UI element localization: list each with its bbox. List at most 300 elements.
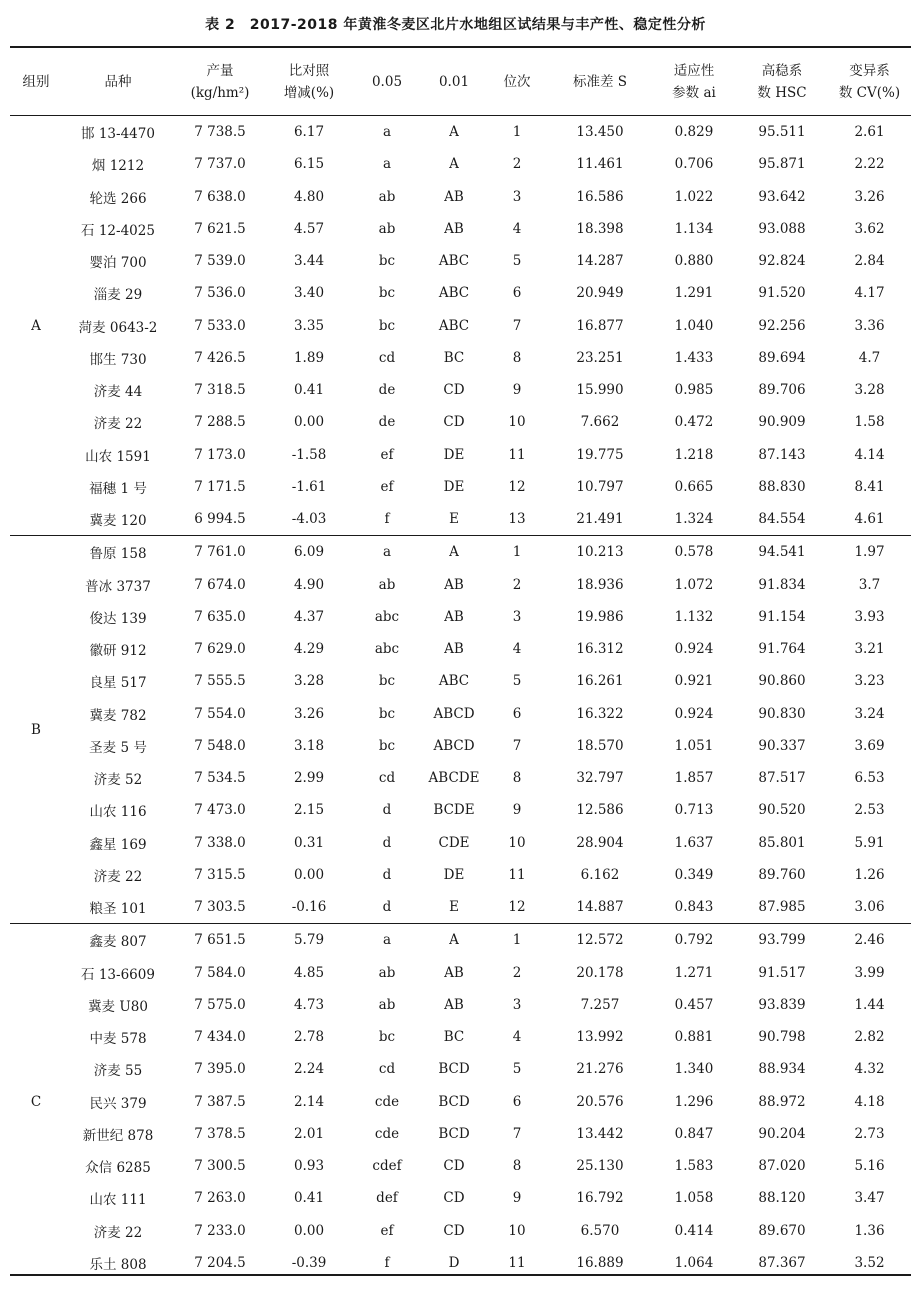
cell-hsc: 90.830 [758,705,806,722]
cell-p001: ABCD [433,737,475,754]
table-row [10,1086,911,1118]
cell-cv: 3.28 [854,382,885,399]
header-sd: 标准差 S [572,73,628,90]
cell-variety: 济麦 22 [93,416,143,433]
cell-sd: 25.130 [576,1158,624,1175]
table-row [10,989,911,1021]
cell-p005: a [382,156,392,173]
cell-rank: 4 [512,641,522,658]
cell-cv: 2.22 [854,156,885,173]
cell-variety: 烟 1212 [91,158,145,175]
cell-variety: 粮圣 101 [89,901,147,918]
cell-rank: 9 [512,382,522,399]
cell-variety: 圣麦 5 号 [89,739,147,756]
cell-p005: bc [378,285,396,302]
table-row [10,730,911,762]
cell-vs-ck: 4.57 [293,220,325,237]
cell-hsc: 92.824 [758,253,806,270]
table-row [10,406,911,438]
cell-p001: AB [444,576,464,593]
cell-adaptability: 1.857 [674,770,714,787]
cell-cv: 3.23 [854,673,885,690]
cell-p001: E [449,511,459,528]
cell-p005: ab [378,188,396,205]
cell-rank: 2 [512,576,522,593]
bottom-rule [10,1274,911,1276]
cell-vs-ck: 2.01 [293,1125,325,1142]
cell-p005: def [376,1190,398,1207]
cell-p001: AB [444,188,464,205]
cell-adaptability: 0.713 [674,802,714,819]
cell-p005: de [378,414,396,431]
cell-cv: 2.82 [854,1029,885,1046]
cell-cv: 3.06 [854,899,885,916]
cell-yield: 7 737.0 [194,156,246,173]
cell-adaptability: 1.040 [674,317,714,334]
cell-vs-ck: 0.00 [293,866,325,883]
cell-sd: 13.992 [576,1029,624,1046]
cell-sd: 28.904 [576,834,624,851]
cell-vs-ck: 0.00 [293,414,325,431]
cell-cv: 2.46 [828,924,911,957]
cell-yield: 7 575.0 [194,996,246,1013]
cell-hsc: 84.554 [758,511,806,528]
group-label: A [31,317,41,334]
cell-sd: 12.572 [548,924,652,957]
table-row [10,633,911,665]
cell-sd: 20.949 [576,285,624,302]
cell-yield: 7 635.0 [194,608,246,625]
cell-p001: BCDE [433,802,475,819]
cell-rank: 10 [508,834,526,851]
cell-variety: 石 12-4025 [81,222,155,239]
cell-yield: 7 263.0 [194,1190,246,1207]
cell-p001: A [422,536,486,569]
cell-adaptability: 1.583 [674,1158,714,1175]
table-row [10,1182,911,1214]
cell-p005: bc [378,253,396,270]
cell-vs-ck: 3.18 [293,737,325,754]
cell-adaptability: 1.134 [674,220,714,237]
cell-hsc: 90.204 [758,1125,806,1142]
cell-adaptability: 1.022 [674,188,714,205]
cell-adaptability: 1.340 [674,1061,714,1078]
cell-yield: 7 554.0 [194,705,246,722]
cell-p005: ab [378,996,396,1013]
cell-hsc: 90.520 [758,802,806,819]
cell-vs-ck: 3.40 [293,285,325,302]
cell-yield: 7 629.0 [194,641,246,658]
cell-hsc: 90.860 [758,673,806,690]
cell-variety: 新世纪 878 [82,1127,154,1144]
cell-yield: 7 674.0 [194,576,246,593]
cell-vs-ck: -1.58 [291,446,327,463]
cell-rank: 3 [512,996,522,1013]
cell-vs-ck: 2.78 [293,1029,325,1046]
cell-vs-ck: -4.03 [291,511,327,528]
cell-variety: 邯生 730 [89,351,147,368]
cell-vs-ck: -1.61 [291,478,327,495]
table-body [10,116,911,1279]
cell-rank: 5 [512,253,522,270]
cell-cv: 2.73 [854,1125,885,1142]
cell-rank: 4 [512,1029,522,1046]
cell-adaptability: 0.472 [674,414,714,431]
cell-p005: ef [380,478,394,495]
cell-p001: A [449,124,459,141]
cell-cv: 3.93 [854,608,885,625]
cell-yield: 7 300.5 [194,1158,246,1175]
cell-sd: 16.889 [576,1254,624,1271]
header-p005: 0.05 [371,73,403,90]
table-row [10,1021,911,1053]
cell-hsc: 91.517 [758,964,806,981]
header-group: 组别 [22,73,50,90]
cell-variety: 邯 13-4470 [81,126,155,143]
cell-rank: 11 [508,1254,526,1271]
cell-yield: 7 621.5 [194,220,246,237]
cell-variety: 济麦 55 [93,1063,143,1080]
cell-cv: 2.84 [854,253,885,270]
cell-cv: 3.99 [854,964,885,981]
cell-rank: 13 [508,511,526,528]
cell-vs-ck: 6.17 [293,124,325,141]
cell-p001: CD [443,1158,465,1175]
cell-variety: 菏麦 0643-2 [78,319,158,336]
cell-sd: 12.586 [576,802,624,819]
cell-yield: 7 536.0 [194,285,246,302]
table-row [10,698,911,730]
cell-p001: BC [443,349,465,366]
cell-sd: 20.178 [576,964,624,981]
cell-adaptability: 0.578 [652,536,736,569]
cell-yield: 7 434.0 [194,1029,246,1046]
cell-sd: 10.797 [576,478,624,495]
cell-adaptability: 1.132 [674,608,714,625]
cell-yield: 7 318.5 [194,382,246,399]
cell-cv: 4.18 [854,1093,885,1110]
cell-vs-ck: 4.85 [293,964,325,981]
cell-vs-ck: 6.15 [293,156,325,173]
cell-p001: CDE [438,834,470,851]
cell-hsc: 93.839 [758,996,806,1013]
cell-adaptability: 0.924 [674,705,714,722]
cell-hsc: 87.143 [758,446,806,463]
cell-yield: 7 378.5 [194,1125,246,1142]
cell-yield: 7 204.5 [194,1254,246,1271]
cell-yield: 7 548.0 [194,737,246,754]
cell-rank: 12 [508,899,526,916]
cell-vs-ck: 3.28 [293,673,325,690]
cell-sd: 10.213 [548,536,652,569]
cell-p001: A [422,924,486,957]
cell-variety: 济麦 22 [93,1224,143,1241]
cell-hsc: 90.909 [758,414,806,431]
cell-vs-ck: 6.09 [266,536,352,569]
cell-variety: 淄麦 29 [93,287,143,304]
cell-hsc: 88.972 [758,1093,806,1110]
table-row [10,277,911,309]
cell-p005: d [382,802,392,819]
cell-hsc: 91.764 [758,641,806,658]
cell-cv: 3.24 [854,705,885,722]
cell-hsc: 95.871 [758,156,806,173]
cell-sd: 15.990 [576,382,624,399]
cell-cv: 3.36 [854,317,885,334]
cell-yield: 7 738.5 [194,124,246,141]
cell-variety: 济麦 22 [93,868,143,885]
cell-hsc: 89.760 [758,866,806,883]
cell-rank: 2 [512,964,522,981]
header-variety: 品种 [104,73,132,90]
group-label: C [10,924,62,1279]
table-row [10,859,911,891]
cell-hsc: 89.694 [758,349,806,366]
cell-variety: 鑫星 169 [89,836,147,853]
cell-yield: 7 395.0 [194,1061,246,1078]
cell-variety: 济麦 52 [93,772,143,789]
cell-p005: cd [378,770,396,787]
cell-vs-ck: -0.16 [291,899,327,916]
cell-variety: 徽研 912 [89,643,147,660]
cell-cv: 1.58 [854,414,885,431]
cell-cv: 5.16 [854,1158,885,1175]
cell-vs-ck: 0.41 [293,382,325,399]
cell-p005: a [352,924,422,957]
cell-adaptability: 0.457 [674,996,714,1013]
cell-p001: D [448,1254,460,1271]
header-rank: 位次 [503,73,531,90]
cell-hsc: 87.517 [758,770,806,787]
cell-vs-ck: 3.26 [293,705,325,722]
cell-cv: 3.26 [854,188,885,205]
cell-cv: 3.47 [854,1190,885,1207]
table-row [10,762,911,794]
cell-rank: 4 [512,220,522,237]
cell-p005: ab [378,576,396,593]
cell-adaptability: 0.829 [674,124,714,141]
cell-adaptability: 0.847 [674,1125,714,1142]
cell-rank: 1 [486,924,548,957]
cell-adaptability: 1.271 [674,964,714,981]
cell-cv: 2.53 [854,802,885,819]
cell-hsc: 94.541 [736,536,828,569]
cell-p001: CD [443,1190,465,1207]
table-row [10,536,911,569]
cell-adaptability: 0.414 [674,1222,714,1239]
cell-yield: 7 534.5 [194,770,246,787]
cell-p005: d [382,899,392,916]
cell-p005: ef [380,446,394,463]
cell-variety: 鑫麦 807 [62,924,174,957]
cell-cv: 4.14 [854,446,885,463]
cell-hsc: 91.520 [758,285,806,302]
header-row [10,47,911,116]
cell-yield: 7 338.0 [194,834,246,851]
cell-rank: 9 [512,1190,522,1207]
cell-yield: 6 994.5 [194,511,246,528]
cell-p005: d [382,866,392,883]
cell-adaptability: 1.072 [674,576,714,593]
cell-rank: 7 [512,737,522,754]
cell-p005: a [382,124,392,141]
cell-yield: 7 584.0 [194,964,246,981]
cell-p005: f [384,1254,390,1271]
cell-rank: 5 [512,673,522,690]
cell-cv: 4.7 [858,349,881,366]
cell-variety: 福穗 1 号 [89,480,147,497]
cell-adaptability: 1.051 [674,737,714,754]
cell-cv: 4.32 [854,1061,885,1078]
cell-adaptability: 0.881 [674,1029,714,1046]
cell-sd: 32.797 [576,770,624,787]
table-row [10,181,911,213]
cell-variety: 轮选 266 [89,190,147,207]
cell-yield: 7 539.0 [194,253,246,270]
cell-vs-ck: 3.44 [293,253,325,270]
cell-cv: 5.91 [854,834,885,851]
cell-cv: 3.7 [858,576,881,593]
cell-adaptability: 1.637 [674,834,714,851]
cell-p001: DE [443,478,465,495]
cell-variety: 山农 111 [89,1192,147,1209]
cell-hsc: 89.670 [758,1222,806,1239]
cell-rank: 8 [512,349,522,366]
cell-cv: 1.44 [854,996,885,1013]
header-vs-ck: 比对照 增减(%) [283,62,335,101]
cell-cv: 1.97 [828,536,911,569]
results-table [10,47,911,1279]
table-row [10,891,911,924]
cell-p001: DE [443,866,465,883]
cell-adaptability: 1.058 [674,1190,714,1207]
cell-p005: bc [378,737,396,754]
cell-sd: 16.322 [576,705,624,722]
cell-cv: 3.62 [854,220,885,237]
cell-p001: AB [444,964,464,981]
cell-hsc: 89.706 [758,382,806,399]
cell-hsc: 91.834 [758,576,806,593]
cell-yield: 7 288.5 [194,414,246,431]
table-row [10,148,911,180]
cell-adaptability: 0.924 [674,641,714,658]
cell-p005: cde [374,1093,400,1110]
cell-p001: AB [444,220,464,237]
cell-rank: 7 [512,317,522,334]
table-row [10,827,911,859]
header-yield: 产量 (kg/hm²) [190,62,250,101]
cell-adaptability: 0.349 [674,866,714,883]
table-row [10,601,911,633]
table-row [10,503,911,536]
cell-yield: 7 651.5 [174,924,266,957]
cell-hsc: 93.088 [758,220,806,237]
cell-p005: de [378,382,396,399]
cell-sd: 21.276 [576,1061,624,1078]
cell-vs-ck: 0.93 [293,1158,325,1175]
cell-vs-ck: -0.39 [291,1254,327,1271]
cell-p001: AB [444,641,464,658]
cell-p005: abc [374,641,400,658]
cell-hsc: 87.985 [758,899,806,916]
cell-p005: bc [378,1029,396,1046]
cell-vs-ck: 2.99 [293,770,325,787]
cell-variety: 乐土 808 [89,1256,147,1273]
cell-p001: BCD [438,1093,470,1110]
cell-yield: 7 173.0 [194,446,246,463]
cell-cv: 1.36 [854,1222,885,1239]
cell-p001: ABC [438,317,470,334]
cell-adaptability: 0.792 [652,924,736,957]
cell-yield: 7 387.5 [194,1093,246,1110]
table-caption: 表 2 2017-2018 年黄淮冬麦区北片水地组区试结果与丰产性、稳定性分析 [205,17,706,33]
cell-variety: 石 13-6609 [81,966,155,983]
cell-yield: 7 233.0 [194,1222,246,1239]
cell-p001: CD [443,382,465,399]
cell-rank: 9 [512,802,522,819]
cell-p001: ABCD [433,705,475,722]
cell-p005: ab [378,220,396,237]
cell-adaptability: 1.296 [674,1093,714,1110]
cell-sd: 13.450 [576,124,624,141]
cell-hsc: 93.642 [758,188,806,205]
cell-p001: AB [444,608,464,625]
cell-p001: BCD [438,1125,470,1142]
cell-cv: 3.21 [854,641,885,658]
cell-adaptability: 0.665 [674,478,714,495]
cell-rank: 6 [512,1093,522,1110]
table-row [10,1053,911,1085]
cell-adaptability: 0.843 [674,899,714,916]
cell-variety: 冀麦 782 [89,707,147,724]
cell-rank: 8 [512,1158,522,1175]
cell-p001: ABC [438,673,470,690]
cell-sd: 6.570 [580,1222,620,1239]
cell-yield: 7 473.0 [194,802,246,819]
cell-p005: f [384,511,390,528]
cell-sd: 19.775 [576,446,624,463]
cell-adaptability: 0.706 [674,156,714,173]
cell-cv: 6.53 [854,770,885,787]
cell-p005: bc [378,317,396,334]
cell-sd: 16.261 [576,673,624,690]
cell-vs-ck: 2.14 [293,1093,325,1110]
cell-cv: 8.41 [854,478,885,495]
table-row [10,1118,911,1150]
cell-sd: 18.398 [576,220,624,237]
cell-yield: 7 426.5 [194,349,246,366]
table-row [10,213,911,245]
cell-sd: 16.586 [576,188,624,205]
cell-variety: 冀麦 U80 [88,998,148,1015]
cell-rank: 11 [508,866,526,883]
cell-yield: 7 303.5 [194,899,246,916]
cell-p005: cdef [372,1158,402,1175]
cell-p001: CD [443,414,465,431]
cell-sd: 18.570 [576,737,624,754]
cell-vs-ck: 0.41 [293,1190,325,1207]
cell-rank: 2 [512,156,522,173]
table-row [10,794,911,826]
group-label: B [10,536,62,924]
cell-variety: 俊达 139 [89,610,147,627]
cell-p005: cde [374,1125,400,1142]
cell-vs-ck: 4.73 [293,996,325,1013]
cell-sd: 16.312 [576,641,624,658]
cell-hsc: 90.337 [758,737,806,754]
cell-cv: 4.17 [854,285,885,302]
cell-vs-ck: 0.31 [293,834,325,851]
